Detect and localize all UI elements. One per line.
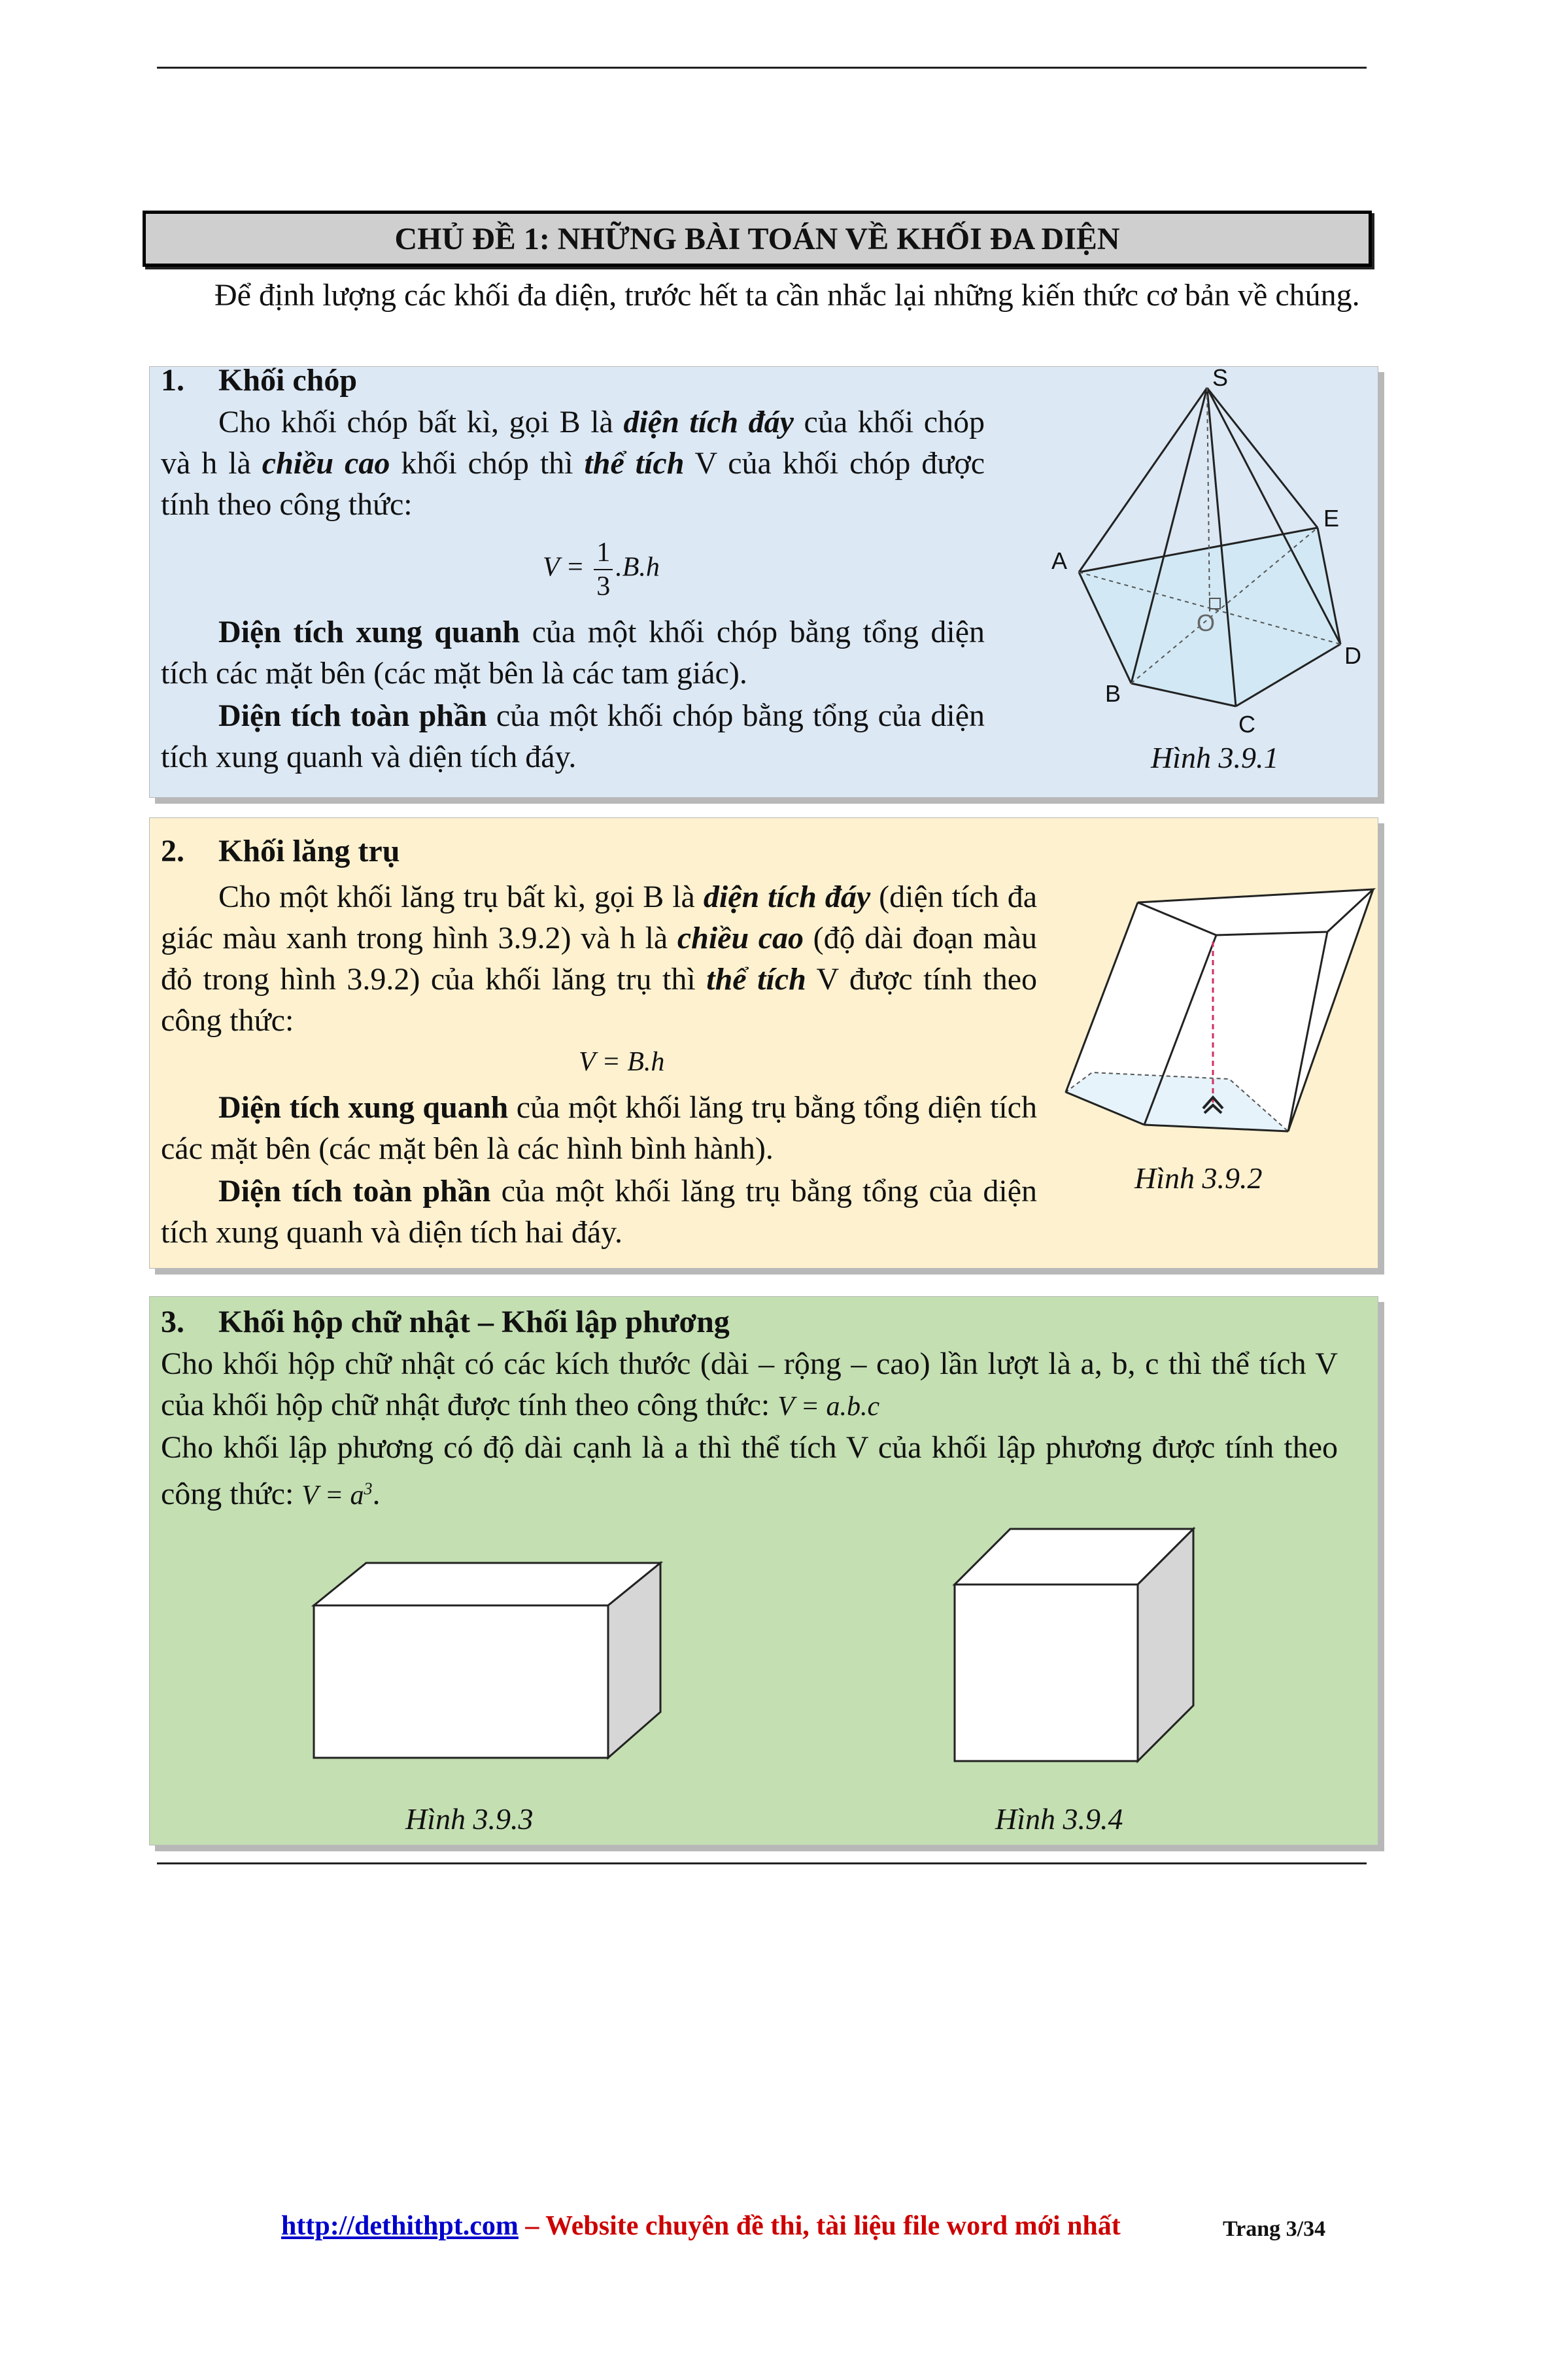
section2-total-area: Diện tích toàn phần của một khối lăng trụ bằng tổng của diện tích xung quanh và diện tích hai đáy.	[161, 1174, 1037, 1250]
section1-heading: 1. Khối chóp	[161, 363, 358, 398]
figure-caption-3-9-4: Hình 3.9.4	[995, 1802, 1123, 1836]
label-D: D	[1344, 642, 1361, 669]
figure-caption-3-9-2: Hình 3.9.2	[1134, 1161, 1263, 1195]
pyramid-figure	[1046, 363, 1361, 738]
section1-definition: Cho khối chóp bất kì, gọi B là diện tích đáy của khối chóp và h là chiều cao khối chóp thì thể tích V của khối chóp được tính theo công thức:	[161, 405, 985, 522]
intro-paragraph: Để định lượng các khối đa diện, trước hết ta cần nhắc lại những kiến thức cơ bản về chúng.	[214, 278, 1360, 313]
section3-heading: 3. Khối hộp chữ nhật – Khối lập phương	[161, 1305, 730, 1339]
bottom-rule	[157, 1862, 1367, 1864]
figure-caption-3-9-3: Hình 3.9.3	[405, 1802, 534, 1836]
label-C: C	[1238, 711, 1255, 738]
prism-volume-formula: V = B.h	[579, 1047, 665, 1077]
section2-definition: Cho một khối lăng trụ bất kì, gọi B là diện tích đáy (diện tích đa giác màu xanh trong hình 3.9.2) và h là chiều cao (độ dài đoạn màu đỏ trong hình 3.9.2) của khối lăng trụ thì thể tích V được tính theo công thức:	[161, 880, 1038, 1038]
label-O: O	[1197, 609, 1216, 636]
section2-lateral-area: Diện tích xung quanh của một khối lăng trụ bằng tổng diện tích các mặt bên (các mặt bên là các hình bình hành).	[161, 1090, 1037, 1166]
prism-figure	[1059, 883, 1373, 1144]
label-B: B	[1105, 680, 1121, 707]
section2-heading: 2. Khối lăng trụ	[161, 834, 400, 868]
cube-figure	[948, 1516, 1197, 1764]
section1-lateral-area: Diện tích xung quanh của một khối chóp bằng tổng diện tích các mặt bên (các mặt bên là các tam giác).	[161, 615, 985, 691]
section3-cube-paragraph: Cho khối lập phương có độ dài cạnh là a thì thể tích V của khối lập phương được tính theo công thức: $V = a^3$.	[161, 1430, 1338, 1511]
label-E: E	[1323, 505, 1340, 532]
pyramid-volume-formula: V = $\frac{1}{3}$ .B.h	[543, 538, 660, 602]
label-A: A	[1051, 547, 1068, 574]
page-title: CHỦ ĐỀ 1: NHỮNG BÀI TOÁN VỀ KHỐI ĐA DIỆN	[143, 211, 1372, 267]
top-rule	[157, 67, 1367, 69]
figure-caption-3-9-1: Hình 3.9.1	[1151, 741, 1279, 774]
section1-total-area: Diện tích toàn phần của một khối chóp bằng tổng của diện tích xung quanh và diện tích đáy.	[161, 698, 985, 774]
rectangular-box-figure	[307, 1550, 667, 1772]
footer	[281, 2210, 1121, 2242]
footer-link[interactable]: http://dethithpt.com	[281, 2211, 519, 2241]
page-number: Trang 3/34	[1223, 2217, 1326, 2241]
section3-box-paragraph: Cho khối hộp chữ nhật có các kích thước (dài – rộng – cao) lần lượt là a, b, c thì thể tích V của khối hộp chữ nhật được tính theo công thức: V = a.b.c	[161, 1346, 1338, 1422]
label-S: S	[1212, 364, 1229, 391]
footer-text: – Website chuyên đề thi, tài liệu file word mới nhất	[518, 2211, 1121, 2241]
